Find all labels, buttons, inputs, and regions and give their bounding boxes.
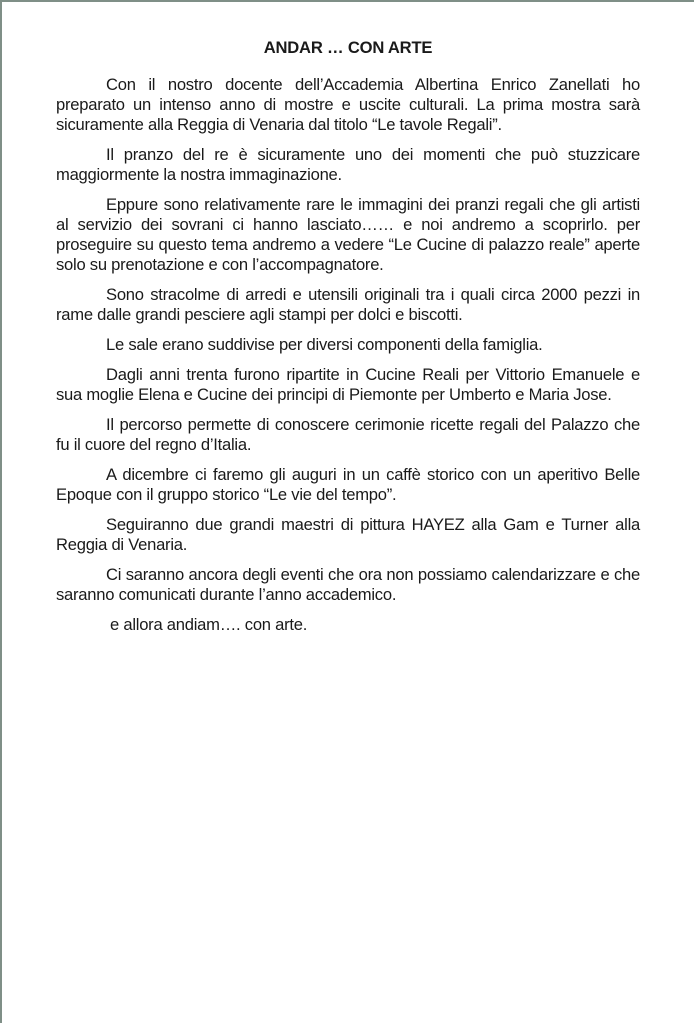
- paragraph-december: A dicembre ci faremo gli auguri in un caffè storico con un aperitivo Belle Epoque con il gruppo storico “Le vie del tempo”.: [56, 465, 640, 504]
- paragraph-other-events: Ci saranno ancora degli eventi che ora non possiamo calendarizzare e che saranno comunicati durante l’anno accademico.: [56, 565, 640, 604]
- document-title: ANDAR … CON ARTE: [263, 38, 433, 57]
- paragraph-copper-pieces: Sono stracolme di arredi e utensili originali tra i quali circa 2000 pezzi in rame dalle grandi pesciere agli stampi per dolci e biscotti.: [56, 285, 640, 324]
- paragraph-closing: e allora andiam…. con arte.: [110, 615, 308, 634]
- paragraph-royal-kitchens: Eppure sono relativamente rare le immagini dei pranzi regali che gli artisti al servizio dei sovrani ci hanno lasciato…… e noi andremo a scoprirlo. per proseguire su questo tema andremo a vedere “Le Cucine di palazzo reale” aperte solo su prenotazione e con l’accompagnatore.: [56, 195, 640, 274]
- paragraph-royal-lunch: Il pranzo del re è sicuramente uno dei momenti che può stuzzicare maggiormente la nostra immaginazione.: [56, 145, 640, 184]
- paragraph-tour: Il percorso permette di conoscere cerimonie ricette regali del Palazzo che fu il cuore del regno d’Italia.: [56, 415, 640, 454]
- paragraph-thirties: Dagli anni trenta furono ripartite in Cucine Reali per Vittorio Emanuele e sua moglie Elena e Cucine dei principi di Piemonte per Umberto e Maria Jose.: [56, 365, 640, 404]
- paragraph-rooms: Le sale erano suddivise per diversi componenti della famiglia.: [106, 335, 543, 354]
- document-body: [56, 38, 640, 645]
- paragraph-masters: Seguiranno due grandi maestri di pittura HAYEZ alla Gam e Turner alla Reggia di Venaria.: [56, 515, 640, 554]
- paragraph-intro: Con il nostro docente dell’Accademia Albertina Enrico Zanellati ho preparato un intenso anno di mostre e uscite culturali. La prima mostra sarà sicuramente alla Reggia di Venaria dal titolo “Le tavole Regali”.: [56, 75, 640, 134]
